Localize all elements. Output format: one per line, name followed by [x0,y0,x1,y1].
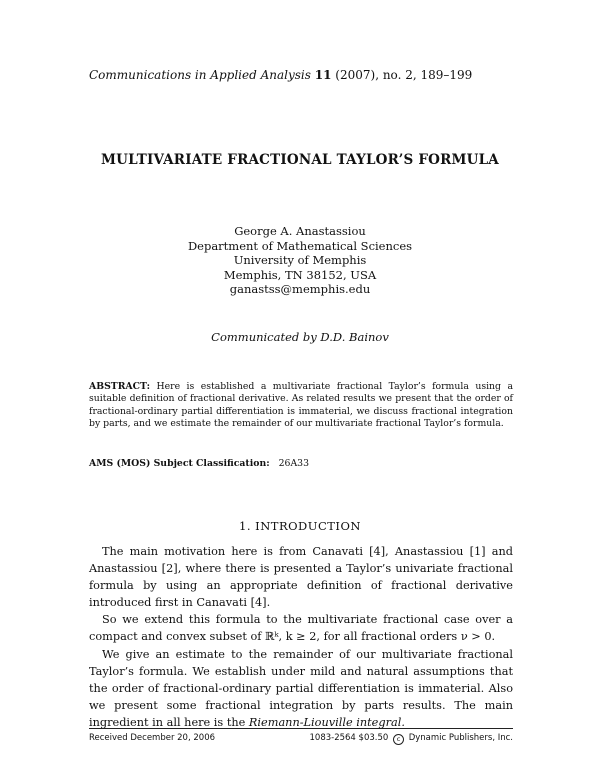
author-name: George A. Anastassiou [234,224,366,238]
section-heading: 1. INTRODUCTION [239,519,361,533]
abstract-text: Here is established a multivariate fractional Taylor’s formula using a suitable definition of fractional derivative. As related results we present that the order of fractional-ordinary partial differentiation is immaterial, we discuss fractional integration by parts, and we estimate the remainder of our multivariate fractional Taylor’s formula. [89,381,513,430]
abstract [89,381,513,431]
journal-name: Communications in Applied Analysis [89,68,311,82]
paragraph-3 [89,646,513,731]
paragraph-2: So we extend this formula to the multivariate fractional case over a compact and convex subset of ℝᵏ, k ≥ 2, for all fractional orders ν > 0. [89,613,513,644]
author-email: ganastss@memphis.edu [229,282,371,296]
author-university: University of Memphis [233,253,367,267]
paper-title: MULTIVARIATE FRACTIONAL TAYLOR’S FORMULA [101,152,499,168]
ams-classification [89,458,309,469]
author-block [0,224,600,297]
abstract-label: ABSTRACT: [89,381,151,392]
author-city: Memphis, TN 38152, USA [223,267,377,282]
publisher-name: Dynamic Publishers, Inc. [408,733,513,743]
ams-label: AMS (MOS) Subject Classification: [89,458,270,469]
paragraph-1: The main motivation here is from Canavati [4], Anastassiou [1] and Anastassiou [2], where there is presented a Taylor’s univariate fractional formula by using an appropriate definition of fractional derivative introduced first in Canavati [4]. [89,545,513,610]
journal-year-pages: (2007), no. 2, 189–199 [335,68,473,82]
publisher-line [310,733,514,745]
copyright-icon: c [393,734,404,745]
footnote-rule [89,728,513,729]
paragraph-3-text: We give an estimate to the remainder of our multivariate fractional Taylor’s formula. We establish under mild and natural assumptions that the order of fractional-ordinary partial differentiation is immaterial. Also we present some fractional integration by parts results. The main ingredient in all here is the [89,647,513,729]
issn-price: 1083-2564 $03.50 [309,733,389,743]
received-date: Received December 20, 2006 [89,733,216,743]
journal-volume: 11 [314,68,332,82]
communicated-by: Communicated by D.D. Bainov [211,330,389,344]
journal-citation [89,68,472,82]
paragraph-3-italic: Riemann-Liouville integral. [248,715,405,729]
ams-code: 26A33 [278,458,309,469]
introduction-body [89,543,513,731]
author-department: Department of Mathematical Sciences [187,238,413,253]
